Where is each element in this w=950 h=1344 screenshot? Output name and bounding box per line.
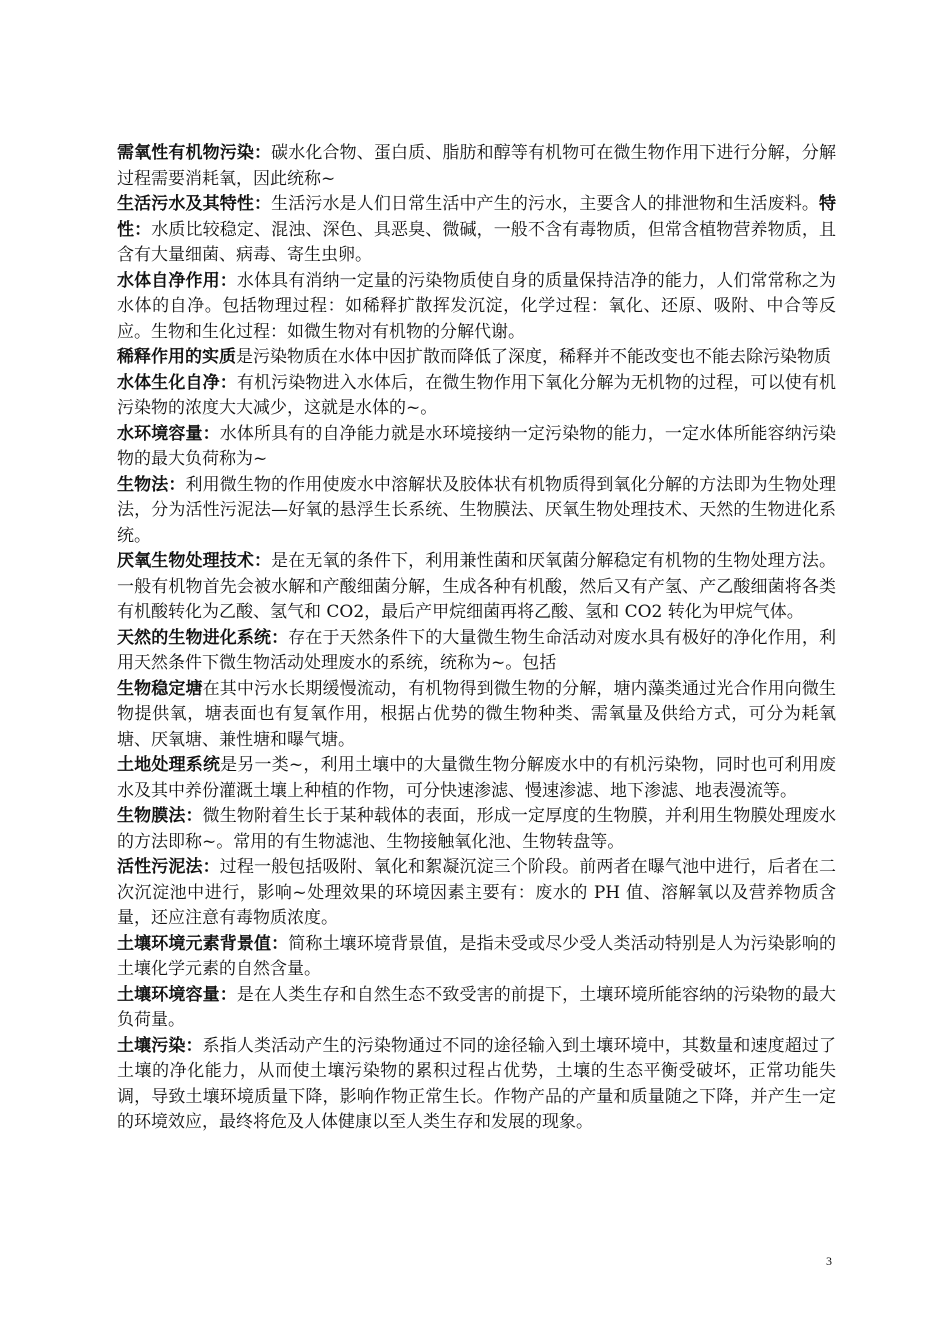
entry-aerobic-organic-pollution [117,141,836,192]
document-body [117,141,836,1136]
page-number: 3 [826,1254,832,1268]
term: 水体自净作用： [117,270,237,291]
term: 土地处理系统 [117,755,221,775]
definition: 生活污水是人们日常生活中产生的污水，主要含人的排泄物和生活废料。 [271,194,820,214]
entry-biological-method [117,473,836,550]
definition: 存在于天然条件下的大量微生物生命活动对废水具有极好的净化作用，利用天然条件下微生物活动处理废水的系统，统称为~。包括 [117,627,837,673]
definition: 是在人类生存和自然生态不致受害的前提下，土壤环境所能容纳的污染物的最大负荷量。 [117,984,837,1030]
term: 水环境容量： [117,423,220,444]
entry-biochemical-self-purification [117,371,836,422]
definition: 水体具有消纳一定量的污染物质使自身的质量保持洁净的能力，人们常常称之为水体的自净。包括物理过程：如稀释扩散挥发沉淀，化学过程：氧化、还原、吸附、中合等反应。生物和生化过程：如微生物对有机物的分解代谢。 [117,270,837,342]
entry-natural-biological-system [117,626,836,677]
term: 土壤污染： [117,1035,203,1056]
term: 厌氧生物处理技术： [117,551,272,571]
term: 生物稳定塘 [117,678,203,699]
entry-soil-background-value [117,932,836,983]
term: 活性污泥法： [117,857,220,877]
term: 生活污水及其特性： [117,194,272,214]
entry-soil-environmental-capacity [117,983,836,1034]
definition: 水体所具有的自净能力就是水环境接纳一定污染物的能力，一定水体所能容纳污染物的最大负荷称为~ [117,423,837,469]
definition: 系指人类活动产生的污染物通过不同的途径输入到土壤环境中，其数量和速度超过了土壤的净化能力，从而使土壤污染物的累积过程占优势，土壤的生态平衡受破坏，正常功能失调，导致土壤环境质量下降，影响作物正常生长。作物产品的产量和质量随之下降，并产生一定的环境效应，最终将危及人体健康以至人类生存和发展的现象。 [117,1035,837,1132]
definition: 碳水化合物、蛋白质、脂肪和醇等有机物可在微生物作用下进行分解，分解过程需要消耗氧，因此统称~ [117,143,837,189]
entry-water-environmental-capacity [117,422,836,473]
definition: 在其中污水长期缓慢流动，有机物得到微生物的分解，塘内藻类通过光合作用向微生物提供氧，塘表面也有复氧作用，根据占优势的微生物种类、需氧量及供给方式，可分为耗氧塘、厌氧塘、兼性塘和曝气塘。 [117,678,837,750]
entry-stabilization-pond [117,677,836,754]
entry-dilution [117,345,836,371]
definition: 是污染物质在水体中因扩散而降低了深度，稀释并不能改变也不能去除污染物质 [236,347,831,367]
entry-domestic-sewage [117,192,836,269]
term: 生物膜法： [117,806,203,826]
definition: 过程一般包括吸附、氧化和絮凝沉淀三个阶段。前两者在曝气池中进行，后者在二次沉淀池中进行，影响~处理效果的环境因素主要有：废水的 PH 值、溶解氧以及营养物质含量，还应注意有毒物质浓度。 [117,857,837,928]
definition: 利用微生物的作用使废水中溶解状及胶体状有机物质得到氧化分解的方法即为生物处理法，分为活性污泥法—好氧的悬浮生长系统、生物膜法、厌氧生物处理技术、天然的生物进化系统。 [117,474,837,546]
entry-activated-sludge [117,855,836,932]
term: 生物法： [117,474,186,495]
term: 稀释作用的实质 [117,347,236,367]
definition: 是另一类~，利用土壤中的大量微生物分解废水中的有机污染物，同时也可利用废水及其中养份灌溉土壤上种植的作物，可分快速渗滤、慢速渗滤、地下渗滤、地表漫流等。 [117,755,836,801]
term: 土壤环境元素背景值： [117,933,289,954]
term: 特性： [117,194,837,240]
definition: 是在无氧的条件下，利用兼性菌和厌氧菌分解稳定有机物的生物处理方法。一般有机物首先会被水解和产酸细菌分解，生成各种有机酸，然后又有产氢、产乙酸细菌将各类有机酸转化为乙酸、氢气和 CO2，最后产甲烷细菌再将乙酸、氢和 CO2 转化为甲烷气体。 [117,551,837,622]
definition: 有机污染物进入水体后，在微生物作用下氧化分解为无机物的过程，可以使有机污染物的浓度大大减少，这就是水体的~。 [117,372,837,418]
entry-soil-pollution [117,1034,836,1136]
definition: 水质比较稳定、混浊、深色、具恶臭、微碱，一般不含有毒物质，但常含植物营养物质，且含有大量细菌、病毒、寄生虫卵。 [117,219,837,265]
definition: 微生物附着生长于某种载体的表面，形成一定厚度的生物膜，并利用生物膜处理废水的方法即称~。常用的有生物滤池、生物接触氧化池、生物转盘等。 [117,806,837,852]
term: 土壤环境容量： [117,984,237,1005]
entry-self-purification [117,269,836,346]
term: 需氧性有机物污染： [117,143,272,163]
entry-anaerobic-treatment [117,549,836,626]
entry-land-treatment [117,753,836,804]
term: 水体生化自净： [117,372,237,393]
definition: 简称土壤环境背景值，是指未受或尽少受人类活动特别是人为污染影响的土壤化学元素的自然含量。 [117,933,837,979]
term: 天然的生物进化系统： [117,627,289,648]
entry-biofilm-method [117,804,836,855]
